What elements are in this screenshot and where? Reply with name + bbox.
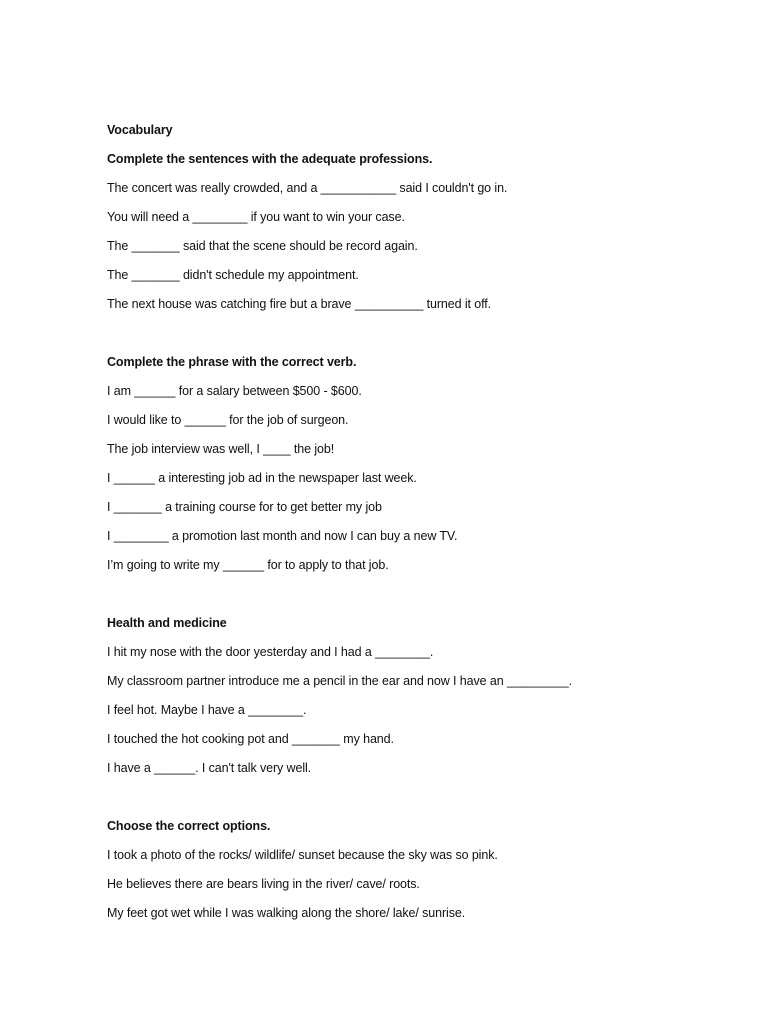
exercise-sentence: I ______ a interesting job ad in the newspaper last week. (107, 471, 417, 485)
exercise-sentence: I ________ a promotion last month and now I can buy a new TV. (107, 529, 458, 543)
section-spacer (107, 789, 727, 818)
exercise-sentence: The concert was really crowded, and a ___________ said I couldn't go in. (107, 181, 508, 195)
section-title: Vocabulary (107, 123, 173, 137)
health-section (107, 615, 727, 776)
exercise-sentence: I have a ______. I can't talk very well. (107, 761, 312, 775)
exercise-sentence: The _______ said that the scene should be record again. (107, 239, 418, 253)
exercise-sentence: I took a photo of the rocks/ wildlife/ sunset because the sky was so pink. (107, 848, 498, 862)
exercise-sentence: The next house was catching fire but a brave __________ turned it off. (107, 297, 492, 311)
exercise-sentence: I _______ a training course for to get better my job (107, 500, 382, 514)
options-section (107, 818, 727, 921)
section-spacer (107, 325, 727, 354)
verbs-section (107, 354, 727, 573)
exercise-sentence: I touched the hot cooking pot and _______ my hand. (107, 732, 394, 746)
exercise-sentence: My classroom partner introduce me a pencil in the ear and now I have an _________. (107, 674, 573, 688)
instruction: Complete the sentences with the adequate professions. (107, 152, 433, 166)
exercise-sentence: I am ______ for a salary between $500 - $600. (107, 384, 362, 398)
exercise-sentence: The _______ didn't schedule my appointment. (107, 268, 359, 282)
exercise-sentence: He believes there are bears living in the river/ cave/ roots. (107, 877, 420, 891)
instruction: Choose the correct options. (107, 819, 271, 833)
worksheet (107, 122, 727, 934)
section-spacer (107, 586, 727, 615)
section-title: Health and medicine (107, 616, 227, 630)
exercise-sentence: My feet got wet while I was walking along the shore/ lake/ sunrise. (107, 906, 466, 920)
exercise-sentence: I would like to ______ for the job of surgeon. (107, 413, 349, 427)
exercise-sentence: I’m going to write my ______ for to apply to that job. (107, 558, 389, 572)
exercise-sentence: The job interview was well, I ____ the job! (107, 442, 335, 456)
vocabulary-section (107, 122, 727, 312)
exercise-sentence: I hit my nose with the door yesterday and I had a ________. (107, 645, 434, 659)
instruction: Complete the phrase with the correct verb. (107, 355, 357, 369)
exercise-sentence: I feel hot. Maybe I have a ________. (107, 703, 307, 717)
exercise-sentence: You will need a ________ if you want to win your case. (107, 210, 405, 224)
